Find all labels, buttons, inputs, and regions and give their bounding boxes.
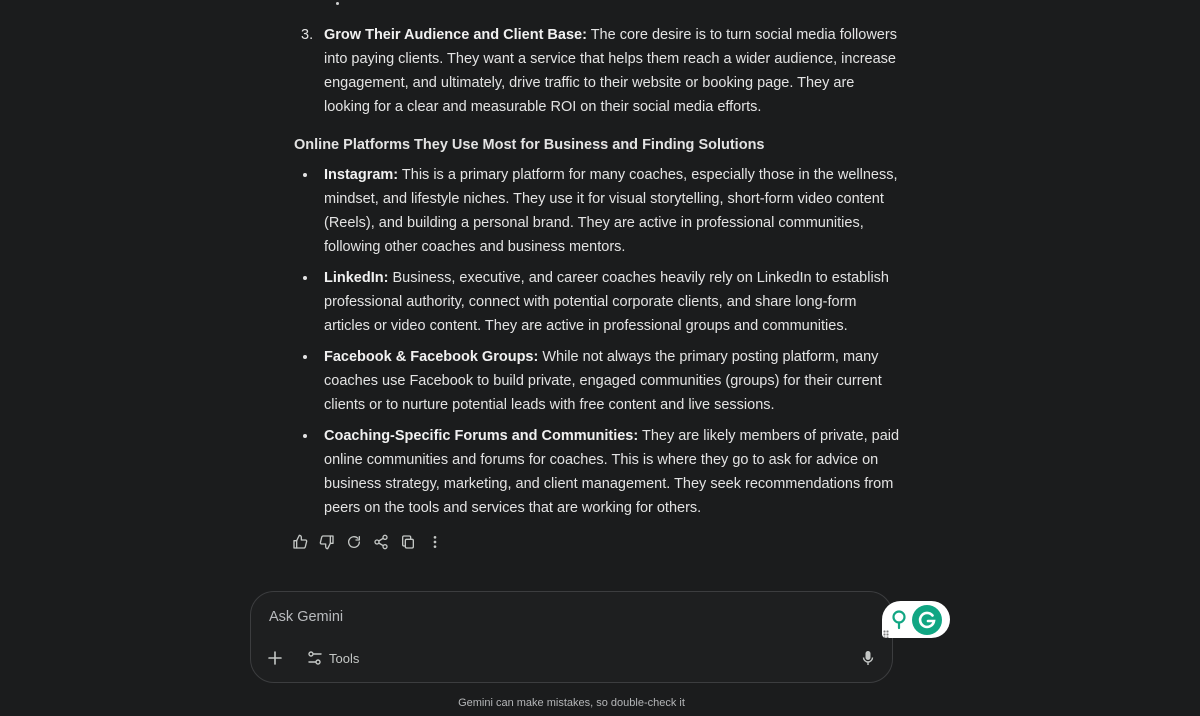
response-content	[294, 0, 904, 527]
disclaimer-text: Gemini can make mistakes, so double-check it	[458, 697, 685, 709]
bullet-icon	[303, 173, 307, 177]
list-item-text: They are likely members of private, paid online communities and forums for coaches. This is where they go to ask for advice on business strategy, marketing, and client management. They seek recommendations from peers on the tools and services that are working for others.	[324, 428, 900, 516]
list-item-text: This is a primary platform for many coaches, especially those in the wellness, mindset, and lifestyle niches. They use it for visual storytelling, short-form video content (Reels), and building a personal brand. They are active in professional communities, following other coaches and business mentors.	[324, 167, 898, 255]
add-button[interactable]	[265, 648, 285, 668]
copy-icon	[400, 534, 416, 550]
list-item-title: Coaching-Specific Forums and Communities:	[324, 428, 639, 444]
redo-button[interactable]	[346, 534, 362, 550]
list-item	[294, 266, 904, 338]
share-icon	[373, 534, 389, 550]
list-item-title: Instagram:	[324, 167, 399, 183]
prompt-input-box	[250, 591, 893, 683]
tools-button[interactable]	[307, 648, 359, 668]
thumbs-down-button[interactable]	[319, 534, 335, 550]
list-item	[294, 163, 904, 259]
more-options-button[interactable]	[427, 534, 443, 550]
plus-icon	[267, 650, 283, 666]
microphone-button[interactable]	[858, 648, 878, 668]
grammarly-drag-handle[interactable]	[883, 630, 889, 638]
response-actions	[292, 534, 443, 550]
bullet-icon	[303, 276, 307, 280]
list-item-title: LinkedIn:	[324, 270, 389, 286]
grammarly-logo-icon	[917, 610, 937, 630]
ask-gemini-input[interactable]	[267, 605, 831, 629]
platforms-list	[294, 163, 904, 520]
list-item-title: Grow Their Audience and Client Base:	[324, 27, 587, 43]
list-item-title: Facebook & Facebook Groups:	[324, 349, 539, 365]
copy-button[interactable]	[400, 534, 416, 550]
redo-icon	[346, 534, 362, 550]
tune-icon	[307, 650, 323, 666]
bullet-icon	[303, 355, 307, 359]
grammarly-widget	[882, 601, 950, 638]
share-button[interactable]	[373, 534, 389, 550]
list-item-text: The core desire is to turn social media followers into paying clients. They want a service that helps them reach a wider audience, increase engagement, and ultimately, drive traffic to their website or booking page. They are looking for a clear and measurable ROI on their social media efforts.	[324, 27, 897, 115]
tools-label: Tools	[329, 650, 360, 666]
bullet-icon	[303, 434, 307, 438]
thumbs-up-icon	[292, 534, 308, 550]
lightbulb-icon	[891, 610, 907, 630]
numbered-list	[294, 23, 904, 119]
list-item-text: Business, executive, and career coaches heavily rely on LinkedIn to establish professional authority, connect with potential corporate clients, and share long-form articles or video content. They are active in professional groups and communities.	[324, 270, 889, 334]
grammarly-suggestion-button[interactable]	[890, 609, 908, 631]
grammarly-logo-button[interactable]	[912, 605, 942, 635]
list-item-text: While not always the primary posting platform, many coaches use Facebook to build private, engaged communities (groups) for their current clients or to nurture potential leads with free content and live sessions.	[324, 349, 882, 413]
list-item	[294, 345, 904, 417]
list-item	[294, 424, 904, 520]
list-item	[294, 23, 904, 119]
more-vert-icon	[427, 534, 443, 550]
microphone-icon	[861, 650, 875, 666]
list-number: 3.	[301, 27, 314, 43]
section-heading: Online Platforms They Use Most for Business and Finding Solutions	[294, 137, 765, 153]
thumbs-down-icon	[319, 534, 335, 550]
thumbs-up-button[interactable]	[292, 534, 308, 550]
